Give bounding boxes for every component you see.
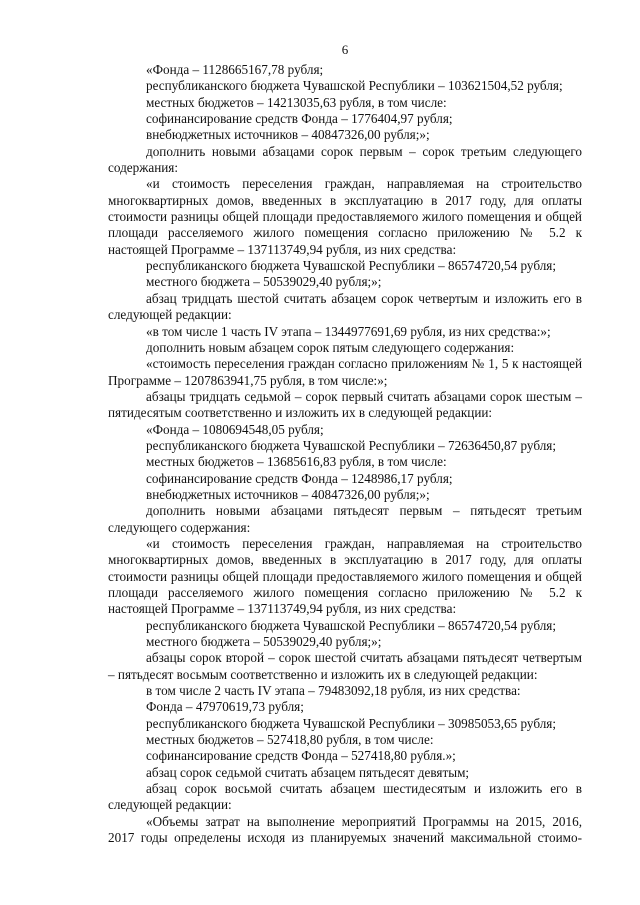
paragraph: местных бюджетов – 527418,80 рубля, в том числе:	[146, 732, 434, 748]
document-body	[108, 62, 582, 847]
paragraph: местного бюджета – 50539029,40 рубля;»;	[146, 274, 382, 290]
paragraph: «в том числе 1 часть IV этапа – 1344977691,69 рубля, из них средства:»;	[146, 323, 551, 339]
paragraph: дополнить новыми абзацами пятьдесят первым – пятьдесят третьим следующего содержания:	[108, 503, 582, 535]
paragraph: «Фонда – 1128665167,78 рубля;	[146, 62, 324, 77]
paragraph: дополнить новыми абзацами сорок первым – сорок третьим следующего содержания:	[108, 143, 582, 176]
paragraph: софинансирование средств Фонда – 1248986,17 рубля;	[146, 470, 453, 486]
paragraph: республиканского бюджета Чувашской Республики – 30985053,65 рубля;	[146, 715, 557, 731]
paragraph: абзацы сорок второй – сорок шестой считать абзацами пятьдесят четвертым – пятьдесят восьмым соответственно и изложить их в следующей редакции:	[108, 650, 582, 682]
paragraph: местных бюджетов – 13685616,83 рубля, в том числе:	[146, 454, 447, 470]
paragraph: внебюджетных источников – 40847326,00 рубля;»;	[146, 486, 430, 502]
paragraph: местного бюджета – 50539029,40 рубля;»;	[146, 634, 382, 650]
paragraph: абзац сорок седьмой считать абзацем пятьдесят девятым;	[146, 764, 470, 780]
paragraph: республиканского бюджета Чувашской Республики – 86574720,54 рубля;	[146, 617, 557, 633]
paragraph: внебюджетных источников – 40847326,00 рубля;»;	[146, 127, 430, 143]
paragraph: «стоимость переселения граждан согласно приложениям № 1, 5 к настоящей Программе – 1207863941,75 рубля, в том числе:»;	[108, 356, 582, 388]
paragraph: софинансирование средств Фонда – 1776404,97 рубля;	[146, 111, 453, 127]
paragraph: «Объемы затрат на выполнение мероприятий Программы на 2015, 2016, 2017 годы определены исходя из планируемых значений максимальной стоимо-	[108, 813, 582, 846]
paragraph: республиканского бюджета Чувашской Республики – 72636450,87 рубля;	[146, 437, 557, 453]
paragraph: абзац сорок восьмой считать абзацем шестидесятым и изложить его в следующей редакции:	[108, 781, 582, 813]
paragraph: абзацы тридцать седьмой – сорок первый считать абзацами сорок шестым – пятидесятым соответственно и изложить их в следующей редакции:	[108, 388, 582, 421]
paragraph: местных бюджетов – 14213035,63 рубля, в том числе:	[146, 94, 447, 110]
paragraph: Фонда – 47970619,73 рубля;	[146, 699, 304, 715]
paragraph: абзац тридцать шестой считать абзацем сорок четвертым и изложить его в следующей редакции:	[108, 290, 582, 323]
paragraph: республиканского бюджета Чувашской Республики – 103621504,52 рубля;	[146, 78, 563, 94]
paragraph: республиканского бюджета Чувашской Республики – 86574720,54 рубля;	[146, 258, 557, 274]
paragraph: дополнить новым абзацем сорок пятым следующего содержания:	[146, 339, 515, 355]
paragraph: софинансирование средств Фонда – 527418,80 рубля.»;	[146, 748, 456, 764]
paragraph: в том числе 2 часть IV этапа – 79483092,18 рубля, из них средства:	[146, 683, 521, 699]
page-number: 6	[341, 42, 349, 57]
paragraph: «и стоимость переселения граждан, направляемая на строительство многоквартирных домов, введенных в эксплуатацию в 2017 году, для оплаты стоимости разницы общей площади предоставляемого жилого помещения и общей площади расселяемого жилого помещения согласно приложению № 5.2 к настоящей Программе – 137113749,94 рубля, из них средства:	[108, 535, 582, 617]
paragraph: «Фонда – 1080694548,05 рубля;	[146, 421, 324, 437]
paragraph: «и стоимость переселения граждан, направляемая на строительство многоквартирных домов, введенных в эксплуатацию в 2017 году, для оплаты стоимости разницы общей площади предоставляемого жилого помещения и общей площади расселяемого жилого помещения согласно приложению № 5.2 к настоящей Программе – 137113749,94 рубля, из них средства:	[108, 176, 582, 257]
